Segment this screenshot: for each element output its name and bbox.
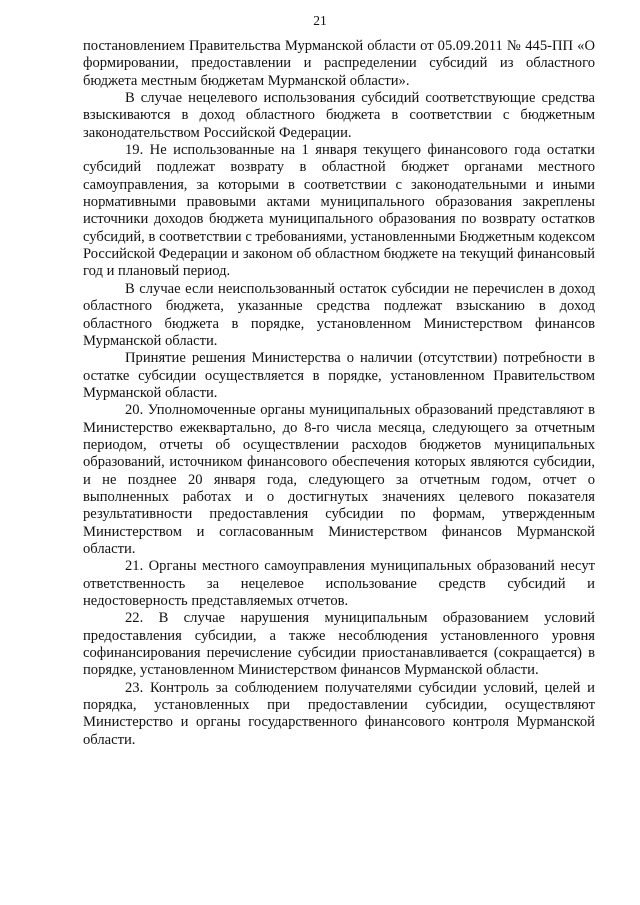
paragraph-clause-20: 20. Уполномоченные органы муниципальных образований представляют в Министерство ежеквартально, до 8-го числа месяца, следующего за отчетным периодом, отчеты об осуществлении расходов бюджетов муниципальных образований, источником финансового обеспечения которых являются субсидии, и не позднее 20 января года, следующего за отчетным годом, отчет о выполненных работах и о достигнутых значениях целевого показателя результативности предоставления субсидии по формам, утвержденным Министерством и согласованным Министерством финансов Мурманской области. (83, 402, 595, 557)
paragraph-ministry-decision: Принятие решения Министерства о наличии (отсутствии) потребности в остатке субсидии осуществляется в порядке, установленном Правительством Мурманской области. (83, 350, 595, 401)
document-body (83, 38, 595, 749)
paragraph-clause-21: 21. Органы местного самоуправления муниципальных образований несут ответственность за нецелевое использование средств субсидий и недостоверность представляемых отчетов. (83, 558, 595, 609)
paragraph-resolution-reference: постановлением Правительства Мурманской области от 05.09.2011 № 445-ПП «О формировании, предоставлении и распределении субсидий из областного бюджета местным бюджетам Мурманской области». (83, 38, 595, 89)
paragraph-clause-23: 23. Контроль за соблюдением получателями субсидии условий, целей и порядка, установленных при предоставлении субсидии, осуществляют Министерство и органы государственного финансового контроля Мурманской области. (83, 679, 595, 748)
paragraph-unreturned-balance: В случае если неиспользованный остаток субсидии не перечислен в доход областного бюджета, указанные средства подлежат взысканию в доход областного бюджета в порядке, установленном Министерством финансов Мурманской области. (83, 280, 595, 349)
paragraph-clause-19: 19. Не использованные на 1 января текущего финансового года остатки субсидий подлежат возврату в областной бюджет органами местного самоуправления, за которыми в соответствии с законодательными и иными нормативными правовыми актами муниципального образования закреплены источники доходов бюджета муниципального образования по возврату остатков субсидий, в соответствии с требованиями, установленными Бюджетным кодексом Российской Федерации и законом об областном бюджете на текущий финансовый год и плановый период. (83, 142, 595, 280)
paragraph-clause-22: 22. В случае нарушения муниципальным образованием условий предоставления субсидии, а также несоблюдения установленного уровня софинансирования перечисление субсидии приостанавливается (сокращается) в порядке, установленном Министерством финансов Мурманской области. (83, 610, 595, 679)
paragraph-misuse-recovery: В случае нецелевого использования субсидий соответствующие средства взыскиваются в доход областного бюджета в соответствии с бюджетным законодательством Российской Федерации. (83, 90, 595, 141)
page-number: 21 (313, 13, 327, 28)
